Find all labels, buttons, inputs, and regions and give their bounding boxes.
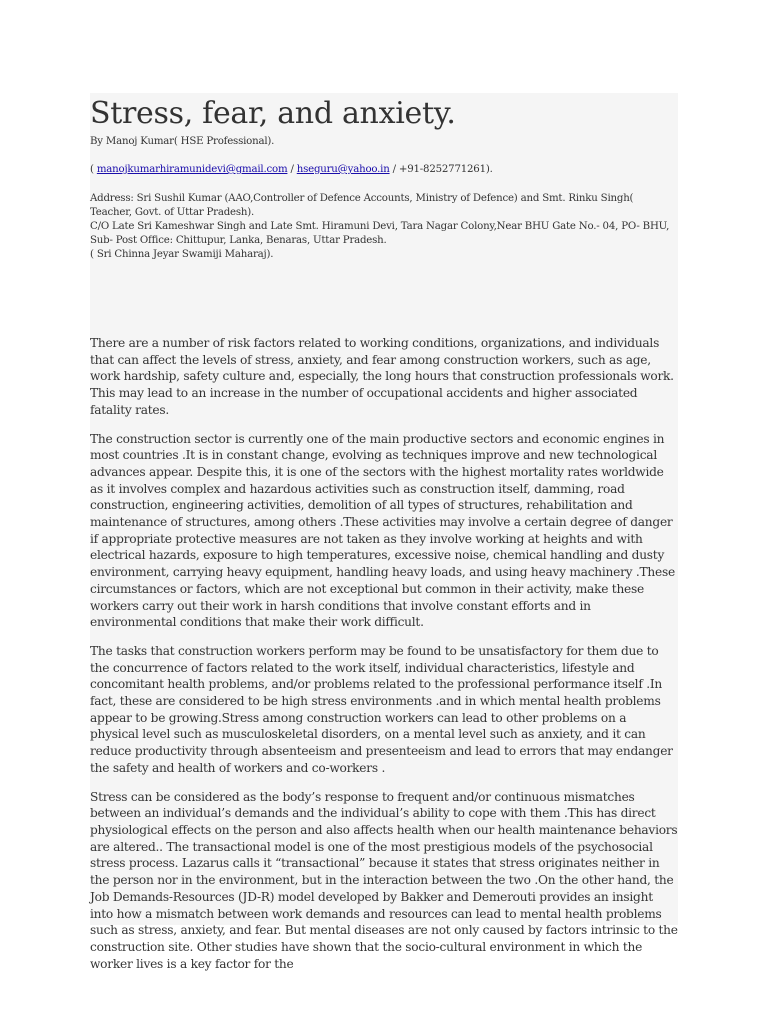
document-page [90, 93, 678, 971]
contact-open-paren: ( [90, 164, 97, 175]
document-title: Stress, fear, and anxiety. [90, 96, 456, 131]
body-paragraph: Stress can be considered as the body’s response to frequent and/or continuous mismatches between an individual’s demands and the individual’s ability to cope with them .This has direct physiological effects on the person and also affects health when our health maintenance behaviors are altered.. The transactional model is one of the most prestigious models of the psychosocial stress process. Lazarus calls it “transactional” because it states that stress originates neither in the person nor in the environment, but in the interaction between the two .On the other hand, the Job Demands-Resources (JD-R) model developed by Bakker and Demerouti provides an insight into how a mismatch between work demands and resources can lead to mental health problems such as stress, anxiety, and fear. But mental diseases are not only caused by factors intrinsic to the construction site. Other studies have shown that the socio-cultural environment in which the worker lives is a key factor for the [90, 789, 678, 971]
address-line: C/O Late Sri Kameshwar Singh and Late Smt. Hiramuni Devi, Tara Nagar Colony,Near BHU Gate No.- 04, PO- BHU, Sub- Post Office: Chittupur, Lanka, Benaras, Uttar Pradesh. [90, 221, 670, 246]
author-byline: By Manoj Kumar( HSE Professional). [90, 136, 275, 147]
article-body [90, 335, 678, 984]
body-paragraph: The construction sector is currently one of the main productive sectors and economic engines in most countries .It is in constant change, evolving as techniques improve and new technological advances appear. Despite this, it is one of the sectors with the highest mortality rates worldwide as it involves complex and hazardous activities such as construction itself, damming, road construction, engineering activities, demolition of all types of structures, rehabilitation and maintenance of structures, among others .These activities may involve a certain degree of danger if appropriate protective measures are not taken as they involve working at heights and with electrical hazards, exposure to high temperatures, excessive noise, chemical handling and dusty environment, carrying heavy equipment, handling heavy loads, and using heavy machinery .These circumstances or factors, which are not exceptional but common in their activity, make these workers carry out their work in harsh conditions that involve constant efforts and in environmental conditions that make their work difficult. [90, 431, 675, 630]
contact-separator: / [287, 164, 297, 175]
contact-phone: / +91-8252771261). [389, 164, 493, 175]
email-link-yahoo[interactable]: hseguru@yahoo.in [296, 164, 390, 175]
contact-line [90, 163, 493, 177]
body-paragraph: There are a number of risk factors related to working conditions, organizations, and individuals that can affect the levels of stress, anxiety, and fear among construction workers, such as age, work hardship, safety culture and, especially, the long hours that construction professionals work. This may lead to an increase in the number of occupational accidents and higher associated fatality rates. [90, 336, 674, 417]
body-paragraph: The tasks that construction workers perform may be found to be unsatisfactory for them due to the concurrence of factors related to the work itself, individual characteristics, lifestyle and concomitant health problems, and/or problems related to the professional performance itself .In fact, these are considered to be high stress environments .and in which mental health problems appear to be growing.Stress among construction workers can lead to other problems on a physical level such as musculoskeletal disorders, on a mental level such as anxiety, and it can reduce productivity through absenteeism and presenteeism and lead to errors that may endanger the safety and health of workers and co-workers . [90, 643, 673, 775]
address-line: Address: Sri Sushil Kumar (AAO,Controller of Defence Accounts, Ministry of Defence) and Smt. Rinku Singh( Teacher, Govt. of Uttar Pradesh). [90, 193, 634, 218]
address-block [90, 192, 678, 262]
email-link-gmail[interactable]: manojkumarhiramunidevi@gmail.com [96, 164, 288, 175]
address-line: ( Sri Chinna Jeyar Swamiji Maharaj). [90, 249, 274, 260]
